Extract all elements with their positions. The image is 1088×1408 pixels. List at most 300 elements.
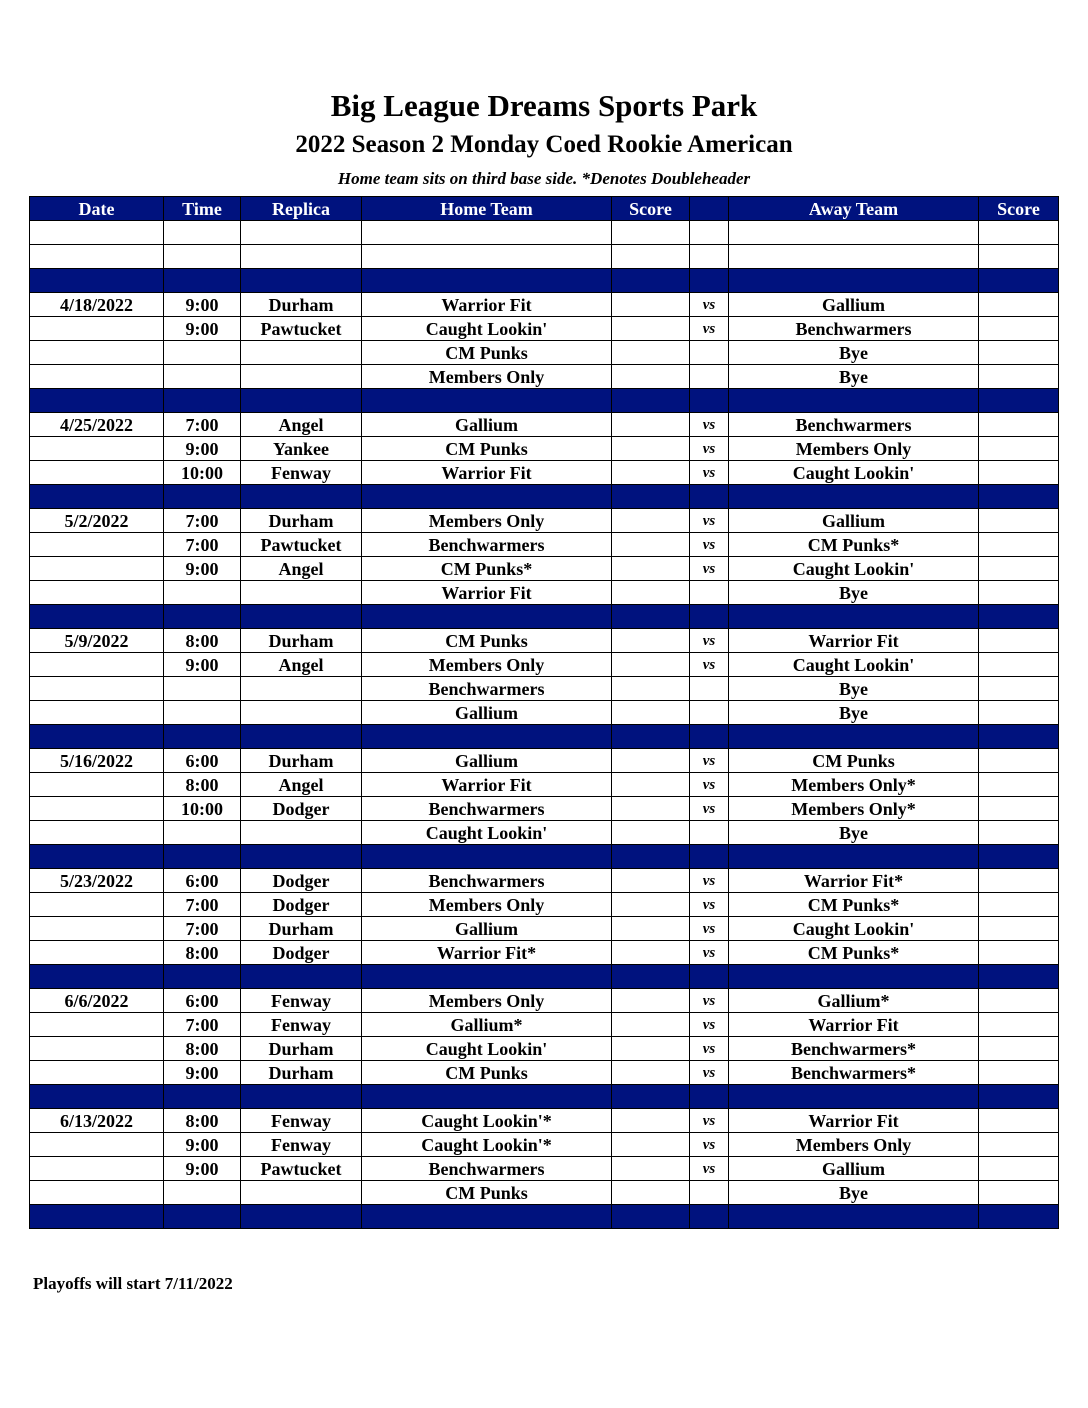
game-row — [30, 1157, 1059, 1181]
page-title: Big League Dreams Sports Park — [330, 88, 758, 123]
cell-home-team — [362, 965, 612, 989]
cell-date: 5/16/2022 — [30, 749, 164, 773]
page-note: Home team sits on third base side. *Denotes Doubleheader — [337, 169, 751, 188]
cell-time — [164, 365, 241, 389]
cell-time: 9:00 — [164, 1157, 241, 1181]
cell-time — [164, 341, 241, 365]
cell-time: 6:00 — [164, 749, 241, 773]
cell-away-score — [979, 1133, 1059, 1157]
cell-away-score — [979, 821, 1059, 845]
col-header-time: Time — [164, 197, 241, 221]
cell-away-score — [979, 941, 1059, 965]
cell-home-team — [362, 605, 612, 629]
cell-away-team: Benchwarmers — [729, 317, 979, 341]
cell-replica: Durham — [241, 917, 362, 941]
cell-date: 6/13/2022 — [30, 1109, 164, 1133]
cell-vs — [690, 581, 729, 605]
cell-vs — [690, 1205, 729, 1229]
cell-away-score — [979, 221, 1059, 245]
cell-away-team: Bye — [729, 821, 979, 845]
cell-replica — [241, 269, 362, 293]
cell-away-team: Bye — [729, 701, 979, 725]
cell-away-score — [979, 773, 1059, 797]
cell-home-team: Caught Lookin' — [362, 317, 612, 341]
cell-replica — [241, 1181, 362, 1205]
cell-date — [30, 1181, 164, 1205]
col-header-date: Date — [30, 197, 164, 221]
cell-replica — [241, 365, 362, 389]
cell-vs: vs — [690, 869, 729, 893]
cell-date — [30, 941, 164, 965]
cell-away-team: Bye — [729, 341, 979, 365]
cell-home-team: Gallium — [362, 701, 612, 725]
cell-replica: Fenway — [241, 1133, 362, 1157]
cell-home-score — [612, 341, 690, 365]
cell-date — [30, 245, 164, 269]
cell-home-score — [612, 581, 690, 605]
game-row — [30, 773, 1059, 797]
cell-home-score — [612, 1061, 690, 1085]
cell-away-score — [979, 317, 1059, 341]
cell-time — [164, 1181, 241, 1205]
cell-away-score — [979, 1181, 1059, 1205]
cell-replica — [241, 677, 362, 701]
game-row — [30, 917, 1059, 941]
cell-away-team: Warrior Fit — [729, 629, 979, 653]
cell-home-score — [612, 1013, 690, 1037]
cell-home-score — [612, 1133, 690, 1157]
cell-home-team: Warrior Fit* — [362, 941, 612, 965]
game-row — [30, 1181, 1059, 1205]
col-header-away-team: Away Team — [729, 197, 979, 221]
cell-time: 8:00 — [164, 1037, 241, 1061]
cell-date — [30, 653, 164, 677]
cell-home-score — [612, 485, 690, 509]
game-row — [30, 797, 1059, 821]
cell-home-team: Members Only — [362, 893, 612, 917]
cell-time: 10:00 — [164, 461, 241, 485]
cell-vs: vs — [690, 1133, 729, 1157]
cell-away-score — [979, 389, 1059, 413]
cell-time: 7:00 — [164, 893, 241, 917]
cell-date — [30, 365, 164, 389]
cell-time — [164, 725, 241, 749]
cell-date — [30, 389, 164, 413]
cell-home-score — [612, 221, 690, 245]
game-row — [30, 893, 1059, 917]
cell-date — [30, 533, 164, 557]
cell-home-team: CM Punks — [362, 1061, 612, 1085]
cell-home-team: Benchwarmers — [362, 533, 612, 557]
cell-vs: vs — [690, 749, 729, 773]
cell-date — [30, 773, 164, 797]
cell-away-team — [729, 845, 979, 869]
game-row — [30, 701, 1059, 725]
week-separator-row — [30, 845, 1059, 869]
cell-time: 7:00 — [164, 917, 241, 941]
cell-away-team: Warrior Fit — [729, 1013, 979, 1037]
game-row — [30, 653, 1059, 677]
cell-vs: vs — [690, 653, 729, 677]
cell-time: 8:00 — [164, 773, 241, 797]
cell-date — [30, 701, 164, 725]
cell-home-score — [612, 1037, 690, 1061]
week-separator-row — [30, 1205, 1059, 1229]
week-separator-row — [30, 485, 1059, 509]
cell-vs: vs — [690, 797, 729, 821]
cell-time: 7:00 — [164, 509, 241, 533]
game-row — [30, 1013, 1059, 1037]
cell-away-team: CM Punks — [729, 749, 979, 773]
cell-home-score — [612, 365, 690, 389]
cell-away-team: CM Punks* — [729, 941, 979, 965]
cell-time — [164, 245, 241, 269]
cell-away-team: Gallium — [729, 1157, 979, 1181]
cell-date — [30, 485, 164, 509]
cell-home-score — [612, 1181, 690, 1205]
cell-replica: Durham — [241, 509, 362, 533]
cell-home-score — [612, 701, 690, 725]
cell-date: 4/25/2022 — [30, 413, 164, 437]
week-separator-row — [30, 1085, 1059, 1109]
cell-home-team: Members Only — [362, 509, 612, 533]
col-header-replica: Replica — [241, 197, 362, 221]
cell-vs: vs — [690, 557, 729, 581]
cell-time — [164, 485, 241, 509]
game-row — [30, 749, 1059, 773]
cell-home-score — [612, 893, 690, 917]
cell-away-team: Caught Lookin' — [729, 461, 979, 485]
cell-replica — [241, 221, 362, 245]
cell-vs: vs — [690, 413, 729, 437]
cell-date — [30, 893, 164, 917]
cell-time — [164, 221, 241, 245]
cell-time: 7:00 — [164, 533, 241, 557]
week-separator-row — [30, 389, 1059, 413]
cell-vs — [690, 677, 729, 701]
cell-vs — [690, 605, 729, 629]
cell-replica — [241, 605, 362, 629]
cell-time — [164, 581, 241, 605]
cell-date — [30, 917, 164, 941]
cell-date — [30, 1085, 164, 1109]
game-row — [30, 629, 1059, 653]
cell-time — [164, 965, 241, 989]
cell-date: 6/6/2022 — [30, 989, 164, 1013]
cell-home-team: Benchwarmers — [362, 869, 612, 893]
cell-away-score — [979, 413, 1059, 437]
cell-home-team: Gallium — [362, 413, 612, 437]
cell-away-score — [979, 749, 1059, 773]
cell-vs — [690, 221, 729, 245]
cell-home-score — [612, 317, 690, 341]
cell-away-team: Caught Lookin' — [729, 917, 979, 941]
cell-time — [164, 605, 241, 629]
cell-home-team: Members Only — [362, 653, 612, 677]
cell-away-team — [729, 485, 979, 509]
cell-home-score — [612, 941, 690, 965]
game-row — [30, 869, 1059, 893]
cell-time: 9:00 — [164, 1133, 241, 1157]
cell-vs: vs — [690, 773, 729, 797]
cell-replica — [241, 485, 362, 509]
cell-away-team: Members Only — [729, 1133, 979, 1157]
cell-away-score — [979, 1061, 1059, 1085]
cell-away-score — [979, 437, 1059, 461]
cell-away-score — [979, 485, 1059, 509]
cell-away-team: Benchwarmers* — [729, 1037, 979, 1061]
game-row — [30, 293, 1059, 317]
cell-home-score — [612, 509, 690, 533]
cell-replica — [241, 701, 362, 725]
cell-replica — [241, 965, 362, 989]
cell-date — [30, 677, 164, 701]
cell-time: 9:00 — [164, 1061, 241, 1085]
cell-home-score — [612, 725, 690, 749]
blank-row — [30, 245, 1059, 269]
cell-date — [30, 1205, 164, 1229]
cell-away-score — [979, 341, 1059, 365]
cell-away-score — [979, 245, 1059, 269]
schedule-table — [29, 196, 1059, 1229]
cell-home-team: Benchwarmers — [362, 677, 612, 701]
cell-home-team: Caught Lookin' — [362, 1037, 612, 1061]
game-row — [30, 413, 1059, 437]
cell-date — [30, 341, 164, 365]
cell-date — [30, 821, 164, 845]
cell-away-score — [979, 1085, 1059, 1109]
cell-home-team: Gallium — [362, 749, 612, 773]
cell-replica: Angel — [241, 557, 362, 581]
cell-away-score — [979, 965, 1059, 989]
cell-vs — [690, 269, 729, 293]
cell-vs: vs — [690, 437, 729, 461]
cell-home-team: CM Punks — [362, 437, 612, 461]
cell-home-team — [362, 1085, 612, 1109]
cell-home-score — [612, 797, 690, 821]
cell-away-team: Bye — [729, 581, 979, 605]
cell-home-score — [612, 533, 690, 557]
cell-replica: Dodger — [241, 797, 362, 821]
cell-date — [30, 437, 164, 461]
cell-vs: vs — [690, 1037, 729, 1061]
cell-replica: Fenway — [241, 1013, 362, 1037]
cell-away-team: Gallium — [729, 509, 979, 533]
cell-replica: Durham — [241, 629, 362, 653]
col-header-away-score: Score — [979, 197, 1059, 221]
cell-away-score — [979, 1013, 1059, 1037]
cell-away-score — [979, 917, 1059, 941]
cell-time: 6:00 — [164, 869, 241, 893]
cell-home-score — [612, 269, 690, 293]
game-row — [30, 1061, 1059, 1085]
cell-away-score — [979, 797, 1059, 821]
cell-replica: Pawtucket — [241, 533, 362, 557]
blank-row — [30, 221, 1059, 245]
cell-vs: vs — [690, 1157, 729, 1181]
cell-time: 9:00 — [164, 293, 241, 317]
cell-home-score — [612, 749, 690, 773]
cell-home-team: Caught Lookin' — [362, 821, 612, 845]
cell-replica: Yankee — [241, 437, 362, 461]
cell-home-score — [612, 869, 690, 893]
cell-away-team: Benchwarmers — [729, 413, 979, 437]
cell-date — [30, 317, 164, 341]
cell-away-score — [979, 605, 1059, 629]
cell-away-score — [979, 269, 1059, 293]
game-row — [30, 1109, 1059, 1133]
cell-away-team: Members Only — [729, 437, 979, 461]
cell-home-score — [612, 1109, 690, 1133]
cell-home-team: CM Punks* — [362, 557, 612, 581]
cell-vs: vs — [690, 989, 729, 1013]
cell-replica: Durham — [241, 293, 362, 317]
cell-away-team: Bye — [729, 365, 979, 389]
cell-vs: vs — [690, 917, 729, 941]
week-separator-row — [30, 269, 1059, 293]
cell-away-score — [979, 725, 1059, 749]
cell-away-score — [979, 509, 1059, 533]
cell-away-score — [979, 989, 1059, 1013]
cell-replica — [241, 845, 362, 869]
cell-home-team: CM Punks — [362, 1181, 612, 1205]
cell-date — [30, 1133, 164, 1157]
cell-date — [30, 1013, 164, 1037]
cell-home-team: CM Punks — [362, 341, 612, 365]
cell-vs — [690, 725, 729, 749]
cell-home-team: Gallium* — [362, 1013, 612, 1037]
week-separator-row — [30, 725, 1059, 749]
cell-away-team: Bye — [729, 677, 979, 701]
cell-away-team — [729, 965, 979, 989]
cell-time: 8:00 — [164, 1109, 241, 1133]
cell-home-team — [362, 725, 612, 749]
cell-date — [30, 557, 164, 581]
cell-date — [30, 1061, 164, 1085]
cell-replica — [241, 581, 362, 605]
cell-home-score — [612, 821, 690, 845]
game-row — [30, 533, 1059, 557]
cell-home-score — [612, 917, 690, 941]
cell-replica: Angel — [241, 773, 362, 797]
cell-home-team: Warrior Fit — [362, 293, 612, 317]
cell-replica: Pawtucket — [241, 317, 362, 341]
cell-away-score — [979, 677, 1059, 701]
cell-time: 9:00 — [164, 437, 241, 461]
cell-away-team — [729, 605, 979, 629]
cell-date: 5/2/2022 — [30, 509, 164, 533]
cell-away-score — [979, 893, 1059, 917]
cell-away-score — [979, 293, 1059, 317]
cell-vs: vs — [690, 461, 729, 485]
cell-replica: Dodger — [241, 941, 362, 965]
cell-date — [30, 1037, 164, 1061]
game-row — [30, 437, 1059, 461]
game-row — [30, 461, 1059, 485]
cell-away-score — [979, 557, 1059, 581]
cell-away-team — [729, 269, 979, 293]
game-row — [30, 365, 1059, 389]
cell-vs — [690, 965, 729, 989]
cell-vs — [690, 485, 729, 509]
cell-time: 9:00 — [164, 317, 241, 341]
cell-home-score — [612, 245, 690, 269]
cell-away-score — [979, 1205, 1059, 1229]
cell-time: 9:00 — [164, 653, 241, 677]
cell-vs — [690, 365, 729, 389]
cell-away-score — [979, 533, 1059, 557]
cell-replica — [241, 389, 362, 413]
cell-date — [30, 965, 164, 989]
cell-home-score — [612, 461, 690, 485]
cell-away-team: Benchwarmers* — [729, 1061, 979, 1085]
cell-date: 4/18/2022 — [30, 293, 164, 317]
cell-time — [164, 269, 241, 293]
cell-vs: vs — [690, 317, 729, 341]
game-row — [30, 509, 1059, 533]
cell-away-team — [729, 245, 979, 269]
cell-home-team — [362, 845, 612, 869]
cell-vs — [690, 245, 729, 269]
cell-home-score — [612, 413, 690, 437]
cell-vs: vs — [690, 533, 729, 557]
cell-time: 7:00 — [164, 1013, 241, 1037]
cell-away-team — [729, 1205, 979, 1229]
cell-home-team: Benchwarmers — [362, 1157, 612, 1181]
cell-home-score — [612, 845, 690, 869]
cell-replica: Dodger — [241, 869, 362, 893]
game-row — [30, 557, 1059, 581]
game-row — [30, 317, 1059, 341]
cell-home-team — [362, 221, 612, 245]
cell-vs: vs — [690, 509, 729, 533]
cell-replica: Durham — [241, 1061, 362, 1085]
cell-time — [164, 1085, 241, 1109]
cell-date — [30, 1157, 164, 1181]
cell-date — [30, 581, 164, 605]
cell-home-score — [612, 653, 690, 677]
cell-time — [164, 1205, 241, 1229]
playoffs-note: Playoffs will start 7/11/2022 — [33, 1274, 233, 1293]
game-row — [30, 1037, 1059, 1061]
cell-date — [30, 461, 164, 485]
cell-home-score — [612, 773, 690, 797]
cell-away-score — [979, 1037, 1059, 1061]
cell-home-team: Warrior Fit — [362, 581, 612, 605]
week-separator-row — [30, 605, 1059, 629]
cell-time: 6:00 — [164, 989, 241, 1013]
game-row — [30, 581, 1059, 605]
cell-replica: Fenway — [241, 461, 362, 485]
game-row — [30, 821, 1059, 845]
game-row — [30, 941, 1059, 965]
cell-time: 8:00 — [164, 629, 241, 653]
cell-vs — [690, 341, 729, 365]
cell-time — [164, 701, 241, 725]
cell-vs: vs — [690, 1061, 729, 1085]
cell-time: 7:00 — [164, 413, 241, 437]
cell-replica: Durham — [241, 749, 362, 773]
cell-date: 5/23/2022 — [30, 869, 164, 893]
cell-date — [30, 797, 164, 821]
cell-away-team: Members Only* — [729, 773, 979, 797]
cell-replica: Fenway — [241, 1109, 362, 1133]
cell-vs — [690, 701, 729, 725]
header-row — [30, 197, 1059, 221]
cell-home-team — [362, 389, 612, 413]
cell-home-team — [362, 485, 612, 509]
cell-replica — [241, 341, 362, 365]
